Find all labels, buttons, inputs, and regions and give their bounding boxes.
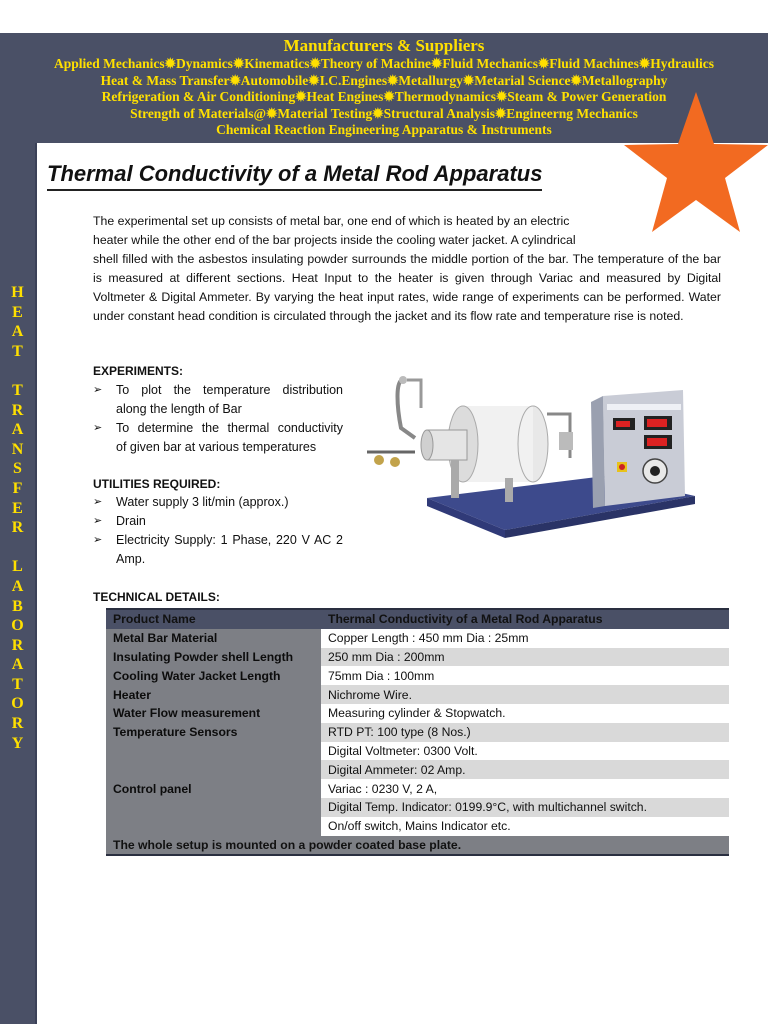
table-label-cell: Cooling Water Jacket Length: [106, 666, 321, 685]
sidebar-letter: Y: [11, 734, 24, 752]
table-value-cell: 75mm Dia : 100mm: [321, 666, 729, 685]
sidebar-vertical-label: [0, 283, 35, 753]
list-item-text: Drain: [116, 514, 146, 528]
list-item: [93, 419, 343, 457]
list-item: [93, 493, 343, 512]
table-value-cell: 250 mm Dia : 200mm: [321, 648, 729, 667]
table-row: [106, 760, 729, 779]
sidebar-letter: R: [11, 519, 24, 537]
description-line: shell filled with the asbestos insulating powder surrounds the middle portion of the bar. The temperature of the bar is measured at different sections. Heat Input to the heater is given through Variac and measured by Digital Voltmeter & Digital Ammeter. By varying the heat input rates, wide range of experiments can be performed. Water under constant head condition is circulated through the jacket and its flow rate and temperature rise is noted.: [93, 252, 721, 323]
table-label-cell: Metal Bar Material: [106, 629, 321, 648]
banner-line: Heat & Mass Transfer✹Automobile✹I.C.Engines✹Metallurgy✹Metarial Science✹Metallography: [100, 72, 668, 88]
description: [93, 212, 721, 326]
sidebar-letter: [0, 538, 35, 558]
description-line: heater while the other end of the bar projects inside the cooling water jacket. A cylindrical: [93, 233, 576, 247]
table-header-cell: Thermal Conductivity of a Metal Rod Apparatus: [321, 609, 729, 629]
table-value-cell: Digital Voltmeter: 0300 Volt.: [321, 742, 729, 761]
sidebar-letter: F: [12, 479, 23, 497]
table-footer-row: [106, 836, 729, 856]
table-value-cell: Digital Ammeter: 02 Amp.: [321, 760, 729, 779]
sidebar-letter: L: [12, 558, 23, 576]
list-item-text: Electricity Supply: 1 Phase, 220 V AC 2: [116, 533, 343, 547]
list-item-text: of given bar at various temperatures: [116, 440, 317, 454]
banner-line: Strength of Materials@✹Material Testing✹Structural Analysis✹Engineerng Mechanics: [130, 105, 638, 121]
list-item: [93, 512, 343, 531]
table-header-cell: Product Name: [106, 609, 321, 629]
table-label-cell: [106, 742, 321, 761]
page-title: Thermal Conductivity of a Metal Rod Apparatus: [47, 160, 542, 191]
table-label-cell: Temperature Sensors: [106, 723, 321, 742]
technical-heading: TECHNICAL DETAILS:: [93, 590, 220, 604]
list-item-text: To plot the temperature distribution: [116, 383, 343, 397]
utilities-heading: UTILITIES REQUIRED:: [93, 477, 221, 491]
table-row: [106, 798, 729, 817]
apparatus-photo: [355, 368, 700, 538]
banner-line: Applied Mechanics✹Dynamics✹Kinematics✹Theory of Machine✹Fluid Mechanics✹Fluid Machines✹Hydraulics: [54, 56, 714, 71]
banner-title: Manufacturers & Suppliers: [283, 36, 485, 55]
list-item-text: Water supply 3 lit/min (approx.): [116, 495, 289, 509]
bullet-arrow-icon: ➢: [93, 422, 103, 434]
sidebar-letter: R: [11, 401, 24, 419]
table-footer-cell: The whole setup is mounted on a powder coated base plate.: [106, 836, 729, 856]
sidebar-letter: T: [12, 381, 23, 399]
sidebar-letter: A: [11, 421, 24, 439]
table-value-cell: Nichrome Wire.: [321, 685, 729, 704]
table-label-cell: [106, 817, 321, 836]
table-value-cell: Variac : 0230 V, 2 A,: [321, 779, 729, 798]
sidebar-letter: R: [11, 636, 24, 654]
sidebar-letter: A: [11, 577, 24, 595]
bullet-arrow-icon: ➢: [93, 534, 103, 546]
sidebar-letter: O: [11, 695, 24, 713]
table-value-cell: Copper Length : 450 mm Dia : 25mm: [321, 629, 729, 648]
sidebar-letter: [0, 361, 35, 381]
table-value-cell: RTD PT: 100 type (8 Nos.): [321, 723, 729, 742]
sidebar-letter: H: [11, 284, 24, 301]
table-row: [106, 723, 729, 742]
table-row: [106, 704, 729, 723]
table-label-cell: Water Flow measurement: [106, 704, 321, 723]
utilities-list: [93, 493, 343, 569]
list-item-text: Amp.: [116, 552, 146, 566]
sidebar-letter: R: [11, 715, 24, 733]
experiments-heading: EXPERIMENTS:: [93, 364, 184, 378]
table-label-cell: Heater: [106, 685, 321, 704]
list-item: [93, 381, 343, 419]
technical-details-table: [106, 608, 729, 856]
sidebar-letter: T: [12, 342, 23, 360]
table-row: [106, 742, 729, 761]
list-item-text: To determine the thermal conductivity: [116, 421, 343, 435]
sidebar-letter: A: [11, 656, 24, 674]
banner-line: Refrigeration & Air Conditioning✹Heat Engines✹Thermodynamics✹Steam & Power Generation: [101, 89, 667, 104]
sidebar-letter: E: [12, 499, 23, 517]
table-row: [106, 629, 729, 648]
sidebar-letter: T: [12, 675, 23, 693]
table-label-cell: Insulating Powder shell Length: [106, 648, 321, 667]
list-item-text: along the length of Bar: [116, 402, 242, 416]
sidebar-letter: B: [12, 597, 23, 615]
sidebar-letter: S: [13, 460, 22, 478]
table-label-cell: Control panel: [106, 779, 321, 798]
sidebar-letter: A: [11, 323, 24, 341]
table-row: [106, 779, 729, 798]
table-value-cell: Measuring cylinder & Stopwatch.: [321, 704, 729, 723]
table-row: [106, 685, 729, 704]
bullet-arrow-icon: ➢: [93, 496, 103, 508]
table-row: [106, 817, 729, 836]
list-item: [93, 531, 343, 569]
table-label-cell: [106, 798, 321, 817]
table-header-row: [106, 609, 729, 629]
description-line: The experimental set up consists of metal bar, one end of which is heated by an electric: [93, 214, 570, 228]
table-value-cell: On/off switch, Mains Indicator etc.: [321, 817, 729, 836]
sidebar-letter: E: [12, 303, 23, 321]
table-row: [106, 666, 729, 685]
sidebar-letter: N: [11, 440, 24, 458]
bullet-arrow-icon: ➢: [93, 515, 103, 527]
table-row: [106, 648, 729, 667]
experiments-list: [93, 381, 343, 457]
banner-line: Chemical Reaction Engineering Apparatus & Instruments: [216, 122, 552, 137]
bullet-arrow-icon: ➢: [93, 384, 103, 396]
sidebar-letter: O: [11, 617, 24, 635]
table-label-cell: [106, 760, 321, 779]
table-value-cell: Digital Temp. Indicator: 0199.9°C, with multichannel switch.: [321, 798, 729, 817]
